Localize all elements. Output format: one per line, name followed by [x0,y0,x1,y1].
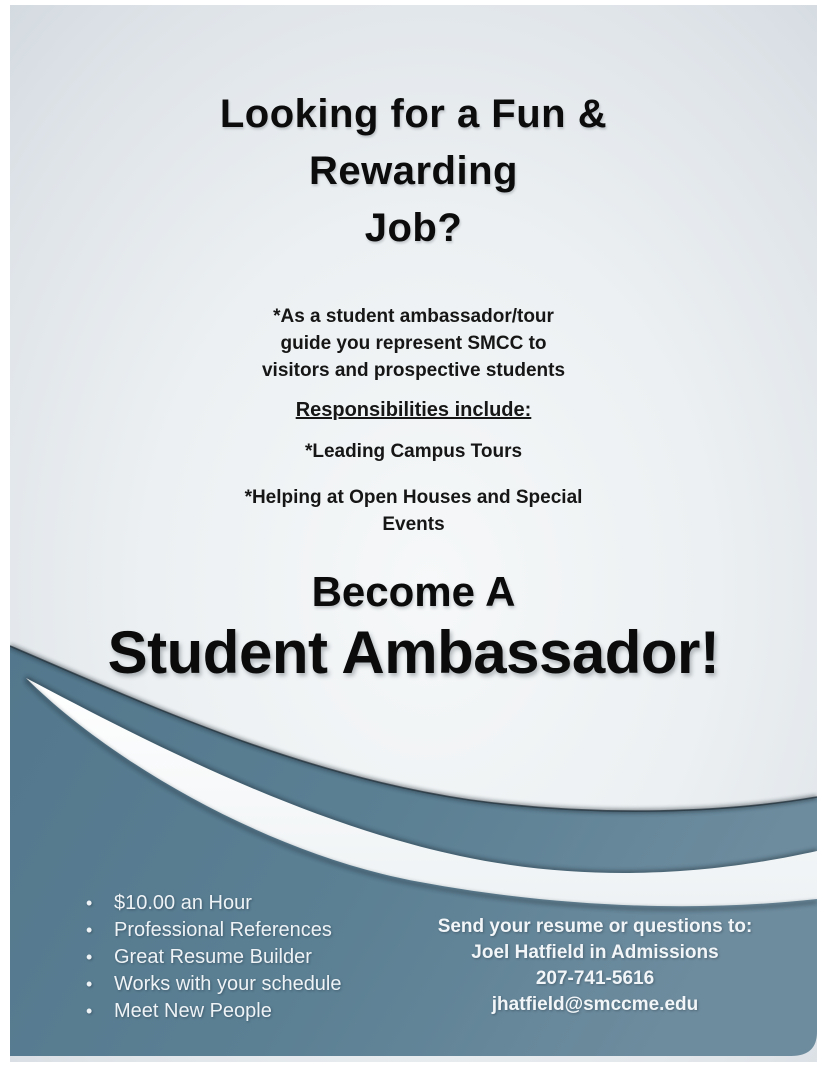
contact-heading: Send your resume or questions to: [437,916,753,937]
bullet-icon: • [86,974,93,994]
bullet-icon: • [86,1001,93,1021]
responsibility-item-tours: *Leading Campus Tours [304,441,523,462]
contact-email: jhatfield@smccme.edu [491,994,699,1015]
responsibility-item-events [10,484,817,538]
page-title-line-2: Rewarding [309,149,518,193]
bullet-icon: • [86,893,93,913]
benefit-item-label: $10.00 an Hour [114,892,252,914]
bullet-icon: • [86,947,93,967]
benefit-item [86,917,342,944]
benefit-item-label: Works with your schedule [114,973,342,995]
responsibilities-heading: Responsibilities include: [295,399,532,421]
benefit-item [86,971,342,998]
responsibility-item-events-line-2: Events [382,514,445,535]
benefit-item-label: Meet New People [114,1000,272,1022]
bullet-icon: • [86,920,93,940]
benefit-item-label: Great Resume Builder [114,946,312,968]
intro-line-3: visitors and prospective students [261,360,566,381]
cta-headline: Student Ambassador! [107,619,720,686]
intro-line-1: *As a student ambassador/tour [273,306,554,327]
page-title-line-3: Job? [364,206,463,250]
intro-line-2: guide you represent SMCC to [280,333,547,354]
benefit-item [86,944,342,971]
benefit-item-label: Professional References [114,919,332,941]
contact-name: Joel Hatfield in Admissions [471,942,719,963]
benefits-list [86,890,342,1025]
contact-phone: 207-741-5616 [535,968,655,989]
responsibility-item-events-line-1: *Helping at Open Houses and Special [244,487,583,508]
cta-intro: Become A [311,568,516,615]
benefit-item [86,890,342,917]
contact-block [413,914,777,1018]
page-title [10,86,817,257]
benefit-item [86,998,342,1025]
intro-text [10,303,817,384]
page-title-line-1: Looking for a Fun & [219,92,608,136]
